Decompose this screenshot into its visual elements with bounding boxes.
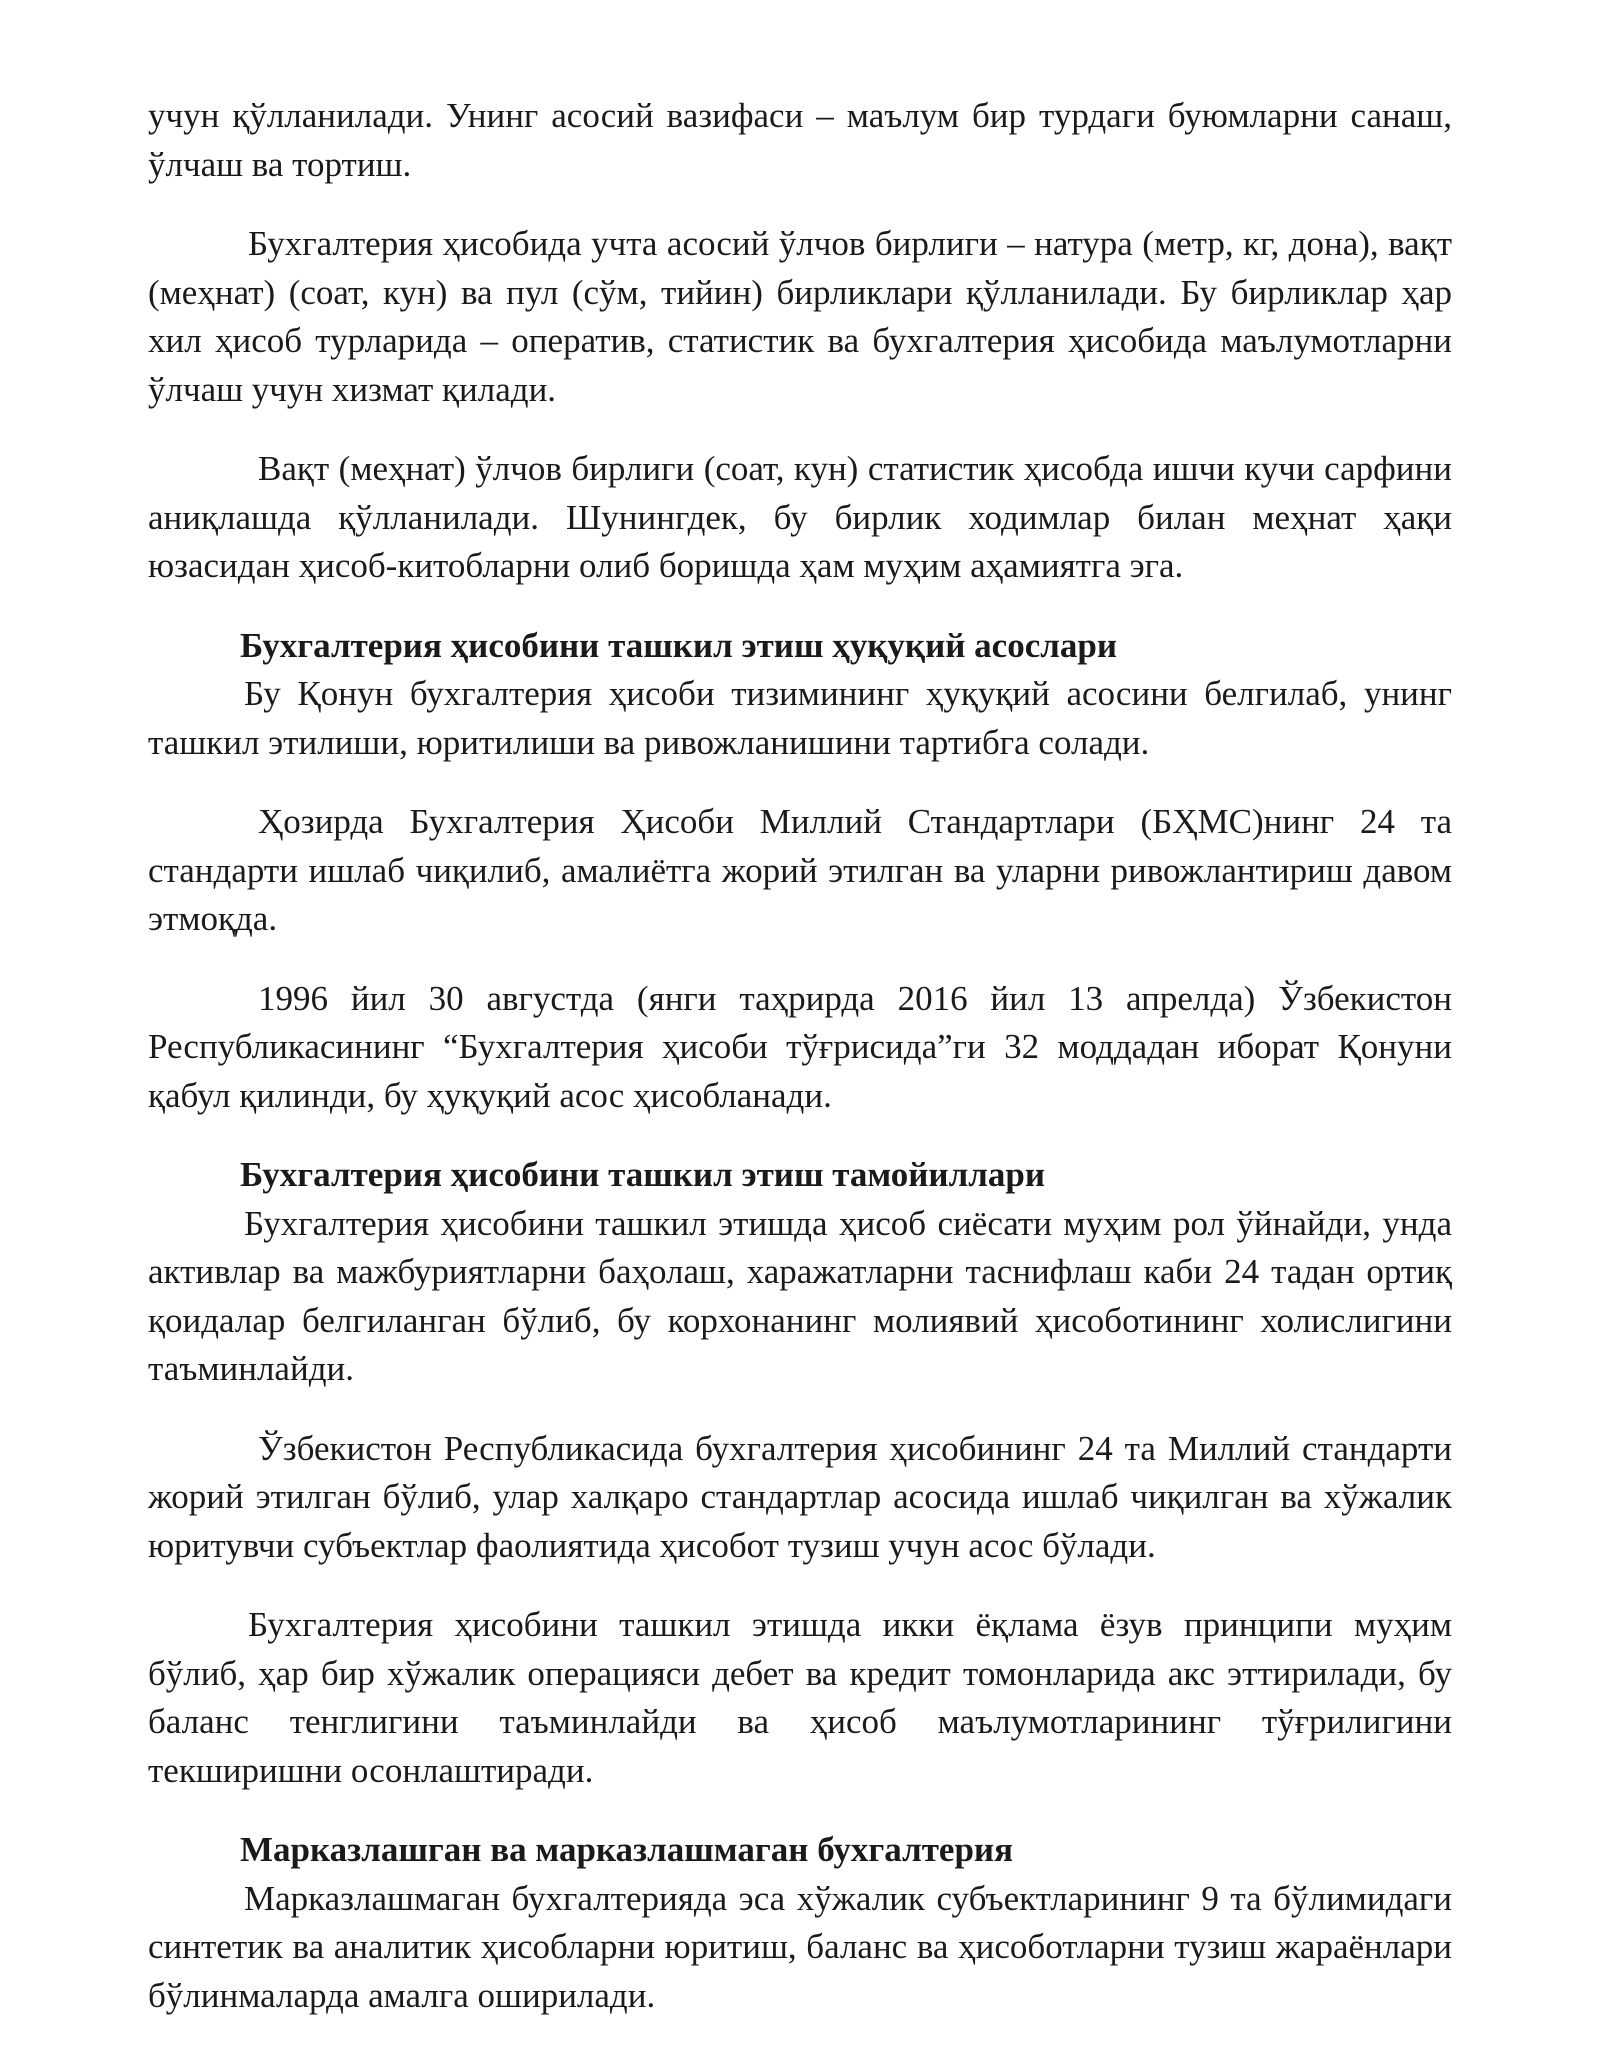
paragraph: учун қўлланилади. Унинг асосий вазифаси – маълум бир турдаги буюмларни санаш, ўлчаш ва тортиш. xyxy=(148,96,1452,184)
paragraph: Бу Қонун бухгалтерия ҳисоби тизимининг ҳуқуқий асосини белгилаб, унинг ташкил этилиши, юритилиши ва ривожланишини тартибга солади. xyxy=(148,674,1452,762)
paragraph: Бухгалтерия ҳисобини ташкил этишда ҳисоб сиёсати муҳим рол ўйнайди, унда активлар ва мажбуриятларни баҳолаш, харажатларни таснифлаш каби 24 тадан ортиқ қоидалар белгиланган бўлиб, бу корхонанинг молиявий ҳисоботининг холислигини таъминлайди. xyxy=(148,1203,1452,1388)
paragraph: Ўзбекистон Республикасида бухгалтерия ҳисобининг 24 та Миллий стандарти жорий этилган бўлиб, улар халқаро стандартлар асосида ишлаб чиқилган ва хўжалик юритувчи субъектлар фаолиятида ҳисобот тузиш учун асос бўлади. xyxy=(148,1428,1452,1565)
paragraph: Бухгалтерия ҳисобини ташкил этишда икки ёқлама ёзув принципи муҳим бўлиб, ҳар бир хўжалик операцияси дебет ва кредит томонларида акс эттирилади, бу баланс тенглигини таъминлайди ва ҳисоб маълумотларининг тўғрилигини текширишни осонлаштиради. xyxy=(148,1605,1452,1790)
paragraph: Вақт (меҳнат) ўлчов бирлиги (соат, кун) статистик ҳисобда ишчи кучи сарфини аниқлашда қўлланилади. Шунингдек, бу бирлик ходимлар билан меҳнат ҳақи юзасидан ҳисоб-китобларни олиб боришда ҳам муҳим аҳамиятга эга. xyxy=(148,449,1452,585)
paragraph: 1996 йил 30 августда (янги таҳрирда 2016 йил 13 апрелда) Ўзбекистон Республикасининг “Бухгалтерия ҳисоби тўғрисида”ги 32 моддадан иборат Қонуни қабул қилинди, бу ҳуқуқий асос ҳисобланади. xyxy=(148,978,1452,1115)
section-heading: Марказлашган ва марказлашмаган бухгалтерия xyxy=(240,1830,1014,1869)
section-heading: Бухгалтерия ҳисобини ташкил этиш тамойиллари xyxy=(240,1155,1045,1194)
section-heading: Бухгалтерия ҳисобини ташкил этиш ҳуқуқий асослари xyxy=(240,625,1118,665)
paragraph: Марказлашмаган бухгалтерияда эса хўжалик субъектларининг 9 та бўлимидаги синтетик ва аналитик ҳисобларни юритиш, баланс ва ҳисоботларни тузиш жараёнлари бўлинмаларда амалга оширилади. xyxy=(148,1878,1452,2015)
paragraph: Ҳозирда Бухгалтерия Ҳисоби Миллий Стандартлари (БҲМС)нинг 24 та стандарти ишлаб чиқилиб, амалиётга жорий этилган ва уларни ривожлантириш давом этмоқда. xyxy=(148,802,1452,938)
paragraph: Бухгалтерия ҳисобида учта асосий ўлчов бирлиги – натура (метр, кг, дона), вақт (меҳнат) (соат, кун) ва пул (сўм, тийин) бирликлари қўлланилади. Бу бирликлар ҳар хил ҳисоб турларида – оператив, статистик ва бухгалтерия ҳисобида маълумотларни ўлчаш учун хизмат қилади. xyxy=(148,224,1452,409)
document-page xyxy=(148,92,1452,2051)
